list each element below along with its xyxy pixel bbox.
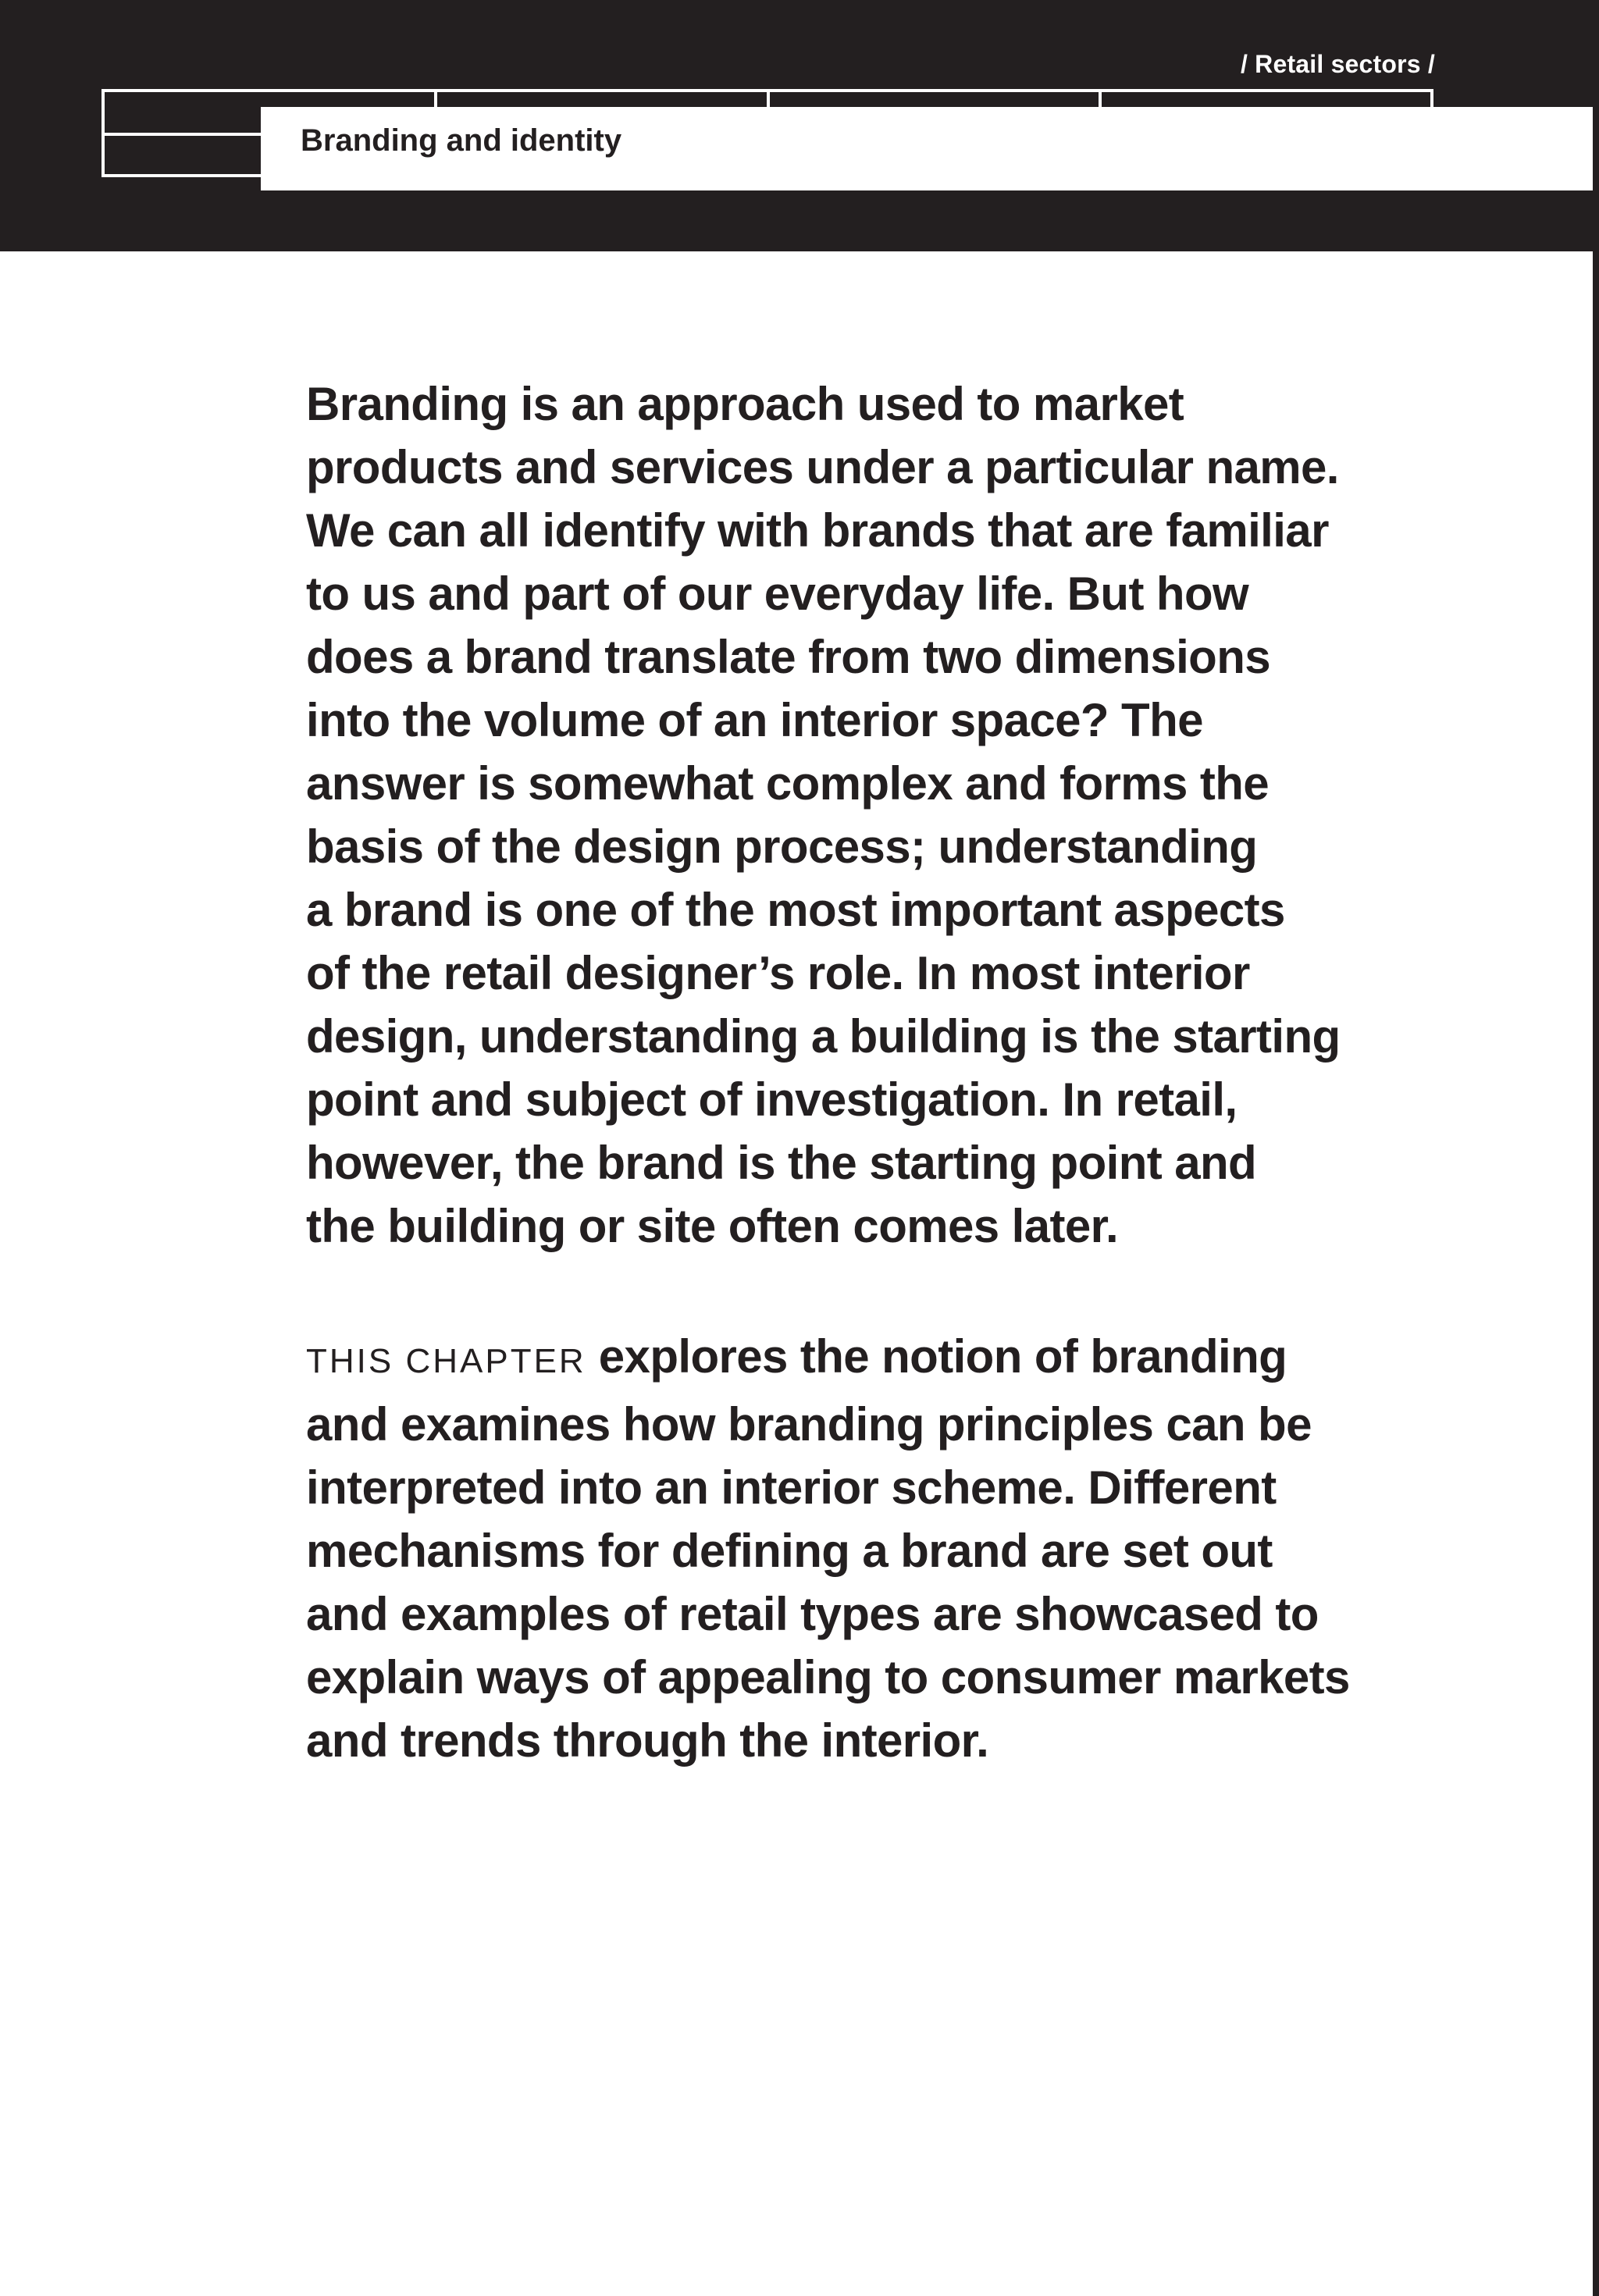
overview-line: and examples of retail types are showcased to: [306, 1588, 1319, 1640]
overview-line: explain ways of appealing to consumer markets: [306, 1651, 1350, 1703]
tab-grid-line: [101, 174, 262, 177]
overview-line: and trends through the interior.: [306, 1714, 989, 1767]
overview-line: [306, 1325, 1508, 1393]
intro-line: into the volume of an interior space? The: [306, 694, 1203, 746]
intro-line: does a brand translate from two dimensions: [306, 631, 1271, 683]
section-label: / Retail sectors /: [1240, 50, 1435, 78]
tab-grid-line: [101, 133, 262, 136]
intro-line: the building or site often comes later.: [306, 1200, 1119, 1252]
chapter-title: Branding and identity: [301, 123, 622, 158]
overview-line: interpreted into an interior scheme. Different: [306, 1461, 1277, 1514]
intro-line: point and subject of investigation. In retail,: [306, 1073, 1238, 1126]
intro-line: a brand is one of the most important aspects: [306, 884, 1285, 936]
page-edge: [1593, 0, 1599, 2296]
intro-line: however, the brand is the starting point and: [306, 1137, 1257, 1189]
overview-line: and examines how branding principles can be: [306, 1398, 1312, 1451]
overview-line: mechanisms for defining a brand are set out: [306, 1525, 1273, 1577]
tab-grid-line: [101, 89, 105, 177]
intro-paragraph: [306, 372, 1508, 1258]
overview-lead-caps: THIS CHAPTER: [306, 1342, 586, 1380]
header-band: [0, 0, 1599, 251]
overview-line-text: explores the notion of branding: [598, 1330, 1287, 1383]
chapter-overview-paragraph: [306, 1325, 1508, 1772]
intro-line: to us and part of our everyday life. But how: [306, 568, 1249, 620]
intro-line: Branding is an approach used to market: [306, 378, 1184, 430]
intro-line: basis of the design process; understanding: [306, 821, 1258, 873]
intro-line: We can all identify with brands that are familiar: [306, 504, 1329, 557]
intro-line: products and services under a particular name.: [306, 441, 1339, 493]
intro-line: design, understanding a building is the starting: [306, 1010, 1341, 1063]
intro-line: of the retail designer’s role. In most interior: [306, 947, 1250, 999]
intro-line: answer is somewhat complex and forms the: [306, 757, 1270, 810]
